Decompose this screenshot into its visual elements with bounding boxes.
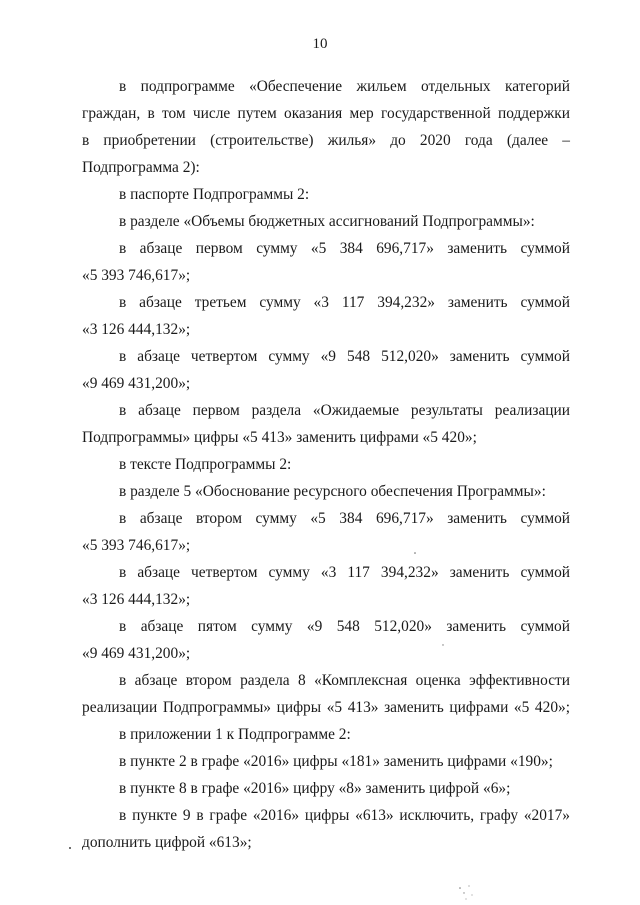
paragraph-line: в разделе 5 «Обоснование ресурсного обеспечения Программы»:: [119, 483, 546, 500]
paragraph-line: Подпрограммы» цифры «5 413» заменить цифрами «5 420»;: [82, 429, 477, 446]
paragraph-line: в абзаце первом сумму «5 384 696,717» заменить суммой: [119, 240, 570, 257]
paragraph-line: в абзаце пятом сумму «9 548 512,020» заменить суммой: [119, 618, 570, 635]
paragraph-line: дополнить цифрой «613»;: [82, 834, 252, 851]
paragraph-line: в абзаце втором раздела 8 «Комплексная оценка эффективности: [119, 672, 570, 689]
scan-speck: [465, 898, 466, 899]
scan-speck: [442, 644, 443, 645]
paragraph-line: «5 393 746,617»;: [82, 537, 191, 554]
paragraph-line: Подпрограмма 2):: [82, 159, 200, 176]
paragraph-line: в абзаце втором сумму «5 384 696,717» заменить суммой: [119, 510, 570, 527]
paragraph-line: в разделе «Объемы бюджетных ассигнований Подпрограммы»:: [119, 213, 535, 230]
paragraph-line: в абзаце четвертом сумму «3 117 394,232» заменить суммой: [119, 564, 570, 581]
scan-speck: [69, 847, 71, 849]
paragraph-line: в пункте 2 в графе «2016» цифры «181» заменить цифрами «190»;: [119, 753, 553, 770]
paragraph-line: в абзаце четвертом сумму «9 548 512,020» заменить суммой: [119, 348, 570, 365]
page-number: 10: [312, 36, 328, 52]
scan-speck: [459, 887, 461, 889]
paragraph-line: в подпрограмме «Обеспечение жильем отдельных категорий: [119, 78, 570, 95]
paragraph-line: в паспорте Подпрограммы 2:: [119, 186, 310, 203]
paragraph-line: в абзаце третьем сумму «3 117 394,232» заменить суммой: [119, 294, 570, 311]
scan-speck: [414, 552, 416, 554]
scan-speck: [468, 885, 469, 886]
paragraph-line: «3 126 444,132»;: [82, 321, 191, 338]
paragraph-line: в тексте Подпрограммы 2:: [119, 456, 292, 473]
paragraph-line: в приобретении (строительстве) жилья» до 2020 года (далее –: [82, 132, 570, 149]
paragraph-line: «9 469 431,200»;: [82, 375, 191, 392]
paragraph-line: реализации Подпрограммы» цифры «5 413» заменить цифрами «5 420»;: [82, 699, 570, 716]
paragraph-line: в приложении 1 к Подпрограмме 2:: [119, 726, 351, 743]
paragraph-line: в пункте 8 в графе «2016» цифру «8» заменить цифрой «6»;: [119, 780, 511, 797]
paragraph-line: граждан, в том числе путем оказания мер государственной поддержки: [82, 105, 570, 122]
paragraph-line: «3 126 444,132»;: [82, 591, 191, 608]
scan-speck: [471, 894, 472, 895]
paragraph-line: «5 393 746,617»;: [82, 267, 191, 284]
paragraph-line: в абзаце первом раздела «Ожидаемые результаты реализации: [119, 402, 570, 419]
paragraph-line: «9 469 431,200»;: [82, 645, 191, 662]
paragraph-line: в пункте 9 в графе «2016» цифры «613» исключить, графу «2017»: [119, 807, 570, 824]
scan-speck: [463, 892, 464, 893]
